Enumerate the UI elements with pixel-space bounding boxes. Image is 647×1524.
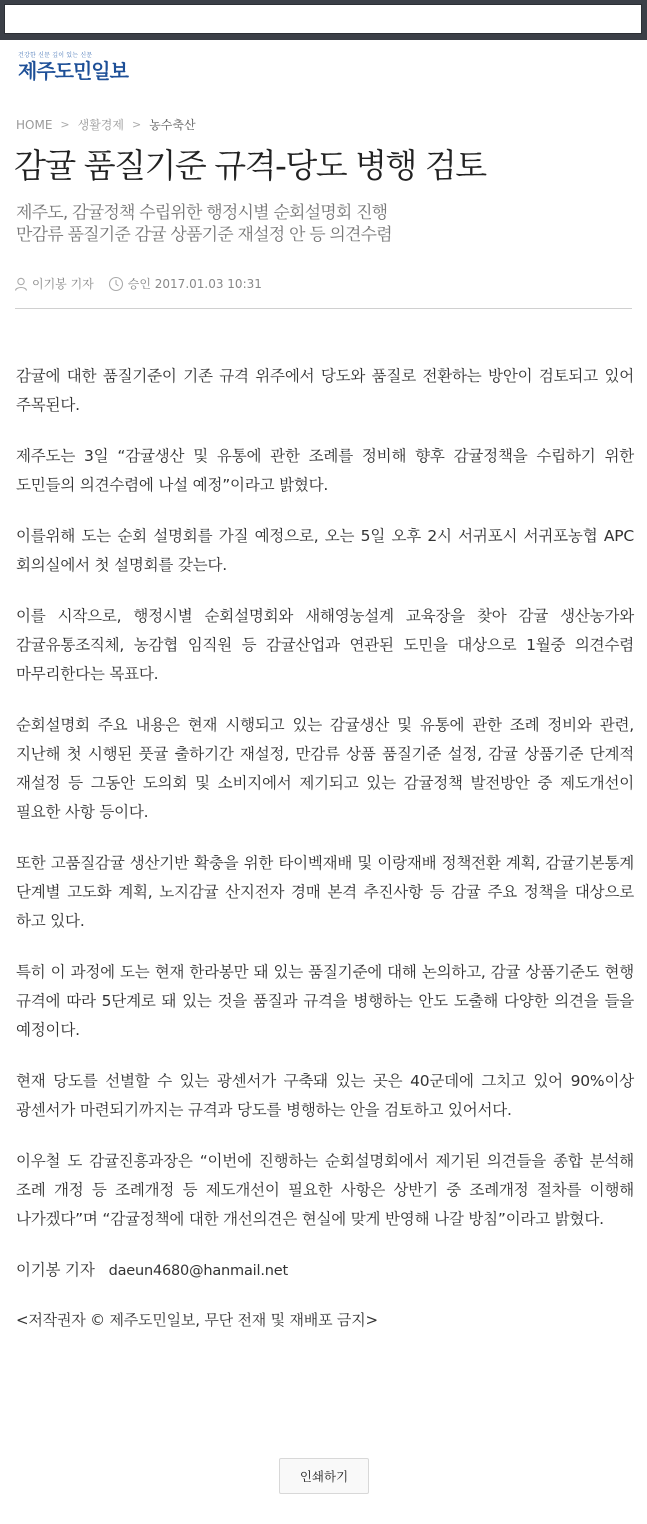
article-approved-time: 승인 2017.01.03 10:31	[127, 277, 262, 291]
article-meta	[14, 275, 262, 292]
site-name: 제주도민일보	[18, 59, 128, 83]
byline-email[interactable]: daeun4680@hanmail.net	[108, 1263, 288, 1279]
browser-top-bar	[0, 0, 647, 40]
person-icon	[14, 277, 28, 291]
chevron-right-icon: >	[60, 118, 70, 131]
article-paragraph: 현재 당도를 선별할 수 있는 광센서가 구축돼 있는 곳은 40군데에 그치고 있어 90%이상 광센서가 마련되기까지는 규격과 당도를 병행하는 안을 검토하고 있어서다.	[16, 1072, 634, 1119]
subtitle-line: 만감류 품질기준 감귤 상품기준 재설정 안 등 의견수렴	[16, 225, 392, 245]
article-headline: 감귤 품질기준 규격-당도 병행 검토	[14, 146, 486, 185]
article-paragraph: 이를위해 도는 순회 설명회를 가질 예정으로, 오는 5일 오후 2시 서귀포시 서귀포농협 APC 회의실에서 첫 설명회를 갖는다.	[16, 527, 634, 574]
site-tagline: 건강한 신문 깊이 있는 신문	[18, 52, 93, 59]
article-paragraph: 이우철 도 감귤진흥과장은 “이번에 진행하는 순회설명회에서 제기된 의견들을 종합 분석해 조례 개정 등 조례개정 등 제도개선이 필요한 사항은 상반기 중 조례개정 절차를 이행해 나가겠다”며 “감귤정책에 대한 개선의견은 현실에 맞게 반영해 나갈 방침”이라고 밝혔다.	[16, 1152, 634, 1228]
byline-name: 이기봉 기자	[16, 1261, 95, 1279]
chevron-right-icon: >	[132, 118, 142, 131]
article-paragraph: 이를 시작으로, 행정시별 순회설명회와 새해영농설계 교육장을 찾아 감귤 생산농가와 감귤유통조직체, 농감협 임직원 등 감귤산업과 연관된 도민을 대상으로 1월중 의견수렴 마무리한다는 목표다.	[16, 607, 634, 683]
clock-icon	[108, 276, 124, 292]
meta-divider	[15, 308, 632, 309]
address-bar-input[interactable]	[4, 4, 642, 34]
article-paragraph: 또한 고품질감귤 생산기반 확충을 위한 타이벡재배 및 이랑재배 정책전환 계획, 감귤기본통계 단계별 고도화 계획, 노지감귤 산지전자 경매 본격 추진사항 등 감귤 주요 정책을 대상으로 하고 있다.	[16, 854, 634, 930]
article-paragraph: 제주도는 3일 “감귤생산 및 유통에 관한 조례를 정비해 향후 감귤정책을 수립하기 위한 도민들의 의견수렴에 나설 예정”이라고 밝혔다.	[16, 447, 634, 494]
article-body	[16, 362, 634, 1335]
print-button[interactable]: 인쇄하기	[279, 1458, 369, 1494]
breadcrumb-subcategory[interactable]: 농수축산	[149, 118, 196, 132]
article-paragraph: 순회설명회 주요 내용은 현재 시행되고 있는 감귤생산 및 유통에 관한 조례 정비와 관련, 지난해 첫 시행된 풋귤 출하기간 재설정, 만감류 상품 품질기준 설정, 감귤 상품기준 단계적 재설정 등 그동안 도의회 및 소비지에서 제기되고 있는 감귤정책 발전방안 중 제도개선이 필요한 사항 등이다.	[16, 716, 634, 821]
copyright-notice: <저작권자 © 제주도민일보, 무단 전재 및 재배포 금지>	[16, 1311, 378, 1329]
breadcrumb-category[interactable]: 생활경제	[77, 118, 124, 132]
article-byline	[16, 1256, 634, 1286]
article-author: 이기봉 기자	[32, 277, 94, 291]
subtitle-line: 제주도, 감귤정책 수립위한 행정시별 순회설명회 진행	[16, 203, 388, 223]
article-paragraph: 특히 이 과정에 도는 현재 한라봉만 돼 있는 품질기준에 대해 논의하고, 감귤 상품기준도 현행 규격에 따라 5단계로 돼 있는 것을 품질과 규격을 병행하는 안도 도출해 다양한 의견을 들을 예정이다.	[16, 963, 634, 1039]
site-logo[interactable]	[18, 52, 128, 82]
breadcrumb-home[interactable]: HOME	[16, 117, 53, 132]
breadcrumb	[16, 116, 196, 133]
article-subtitle	[16, 202, 392, 246]
article-paragraph: 감귤에 대한 품질기준이 기존 규격 위주에서 당도와 품질로 전환하는 방안이 검토되고 있어 주목된다.	[16, 367, 634, 414]
